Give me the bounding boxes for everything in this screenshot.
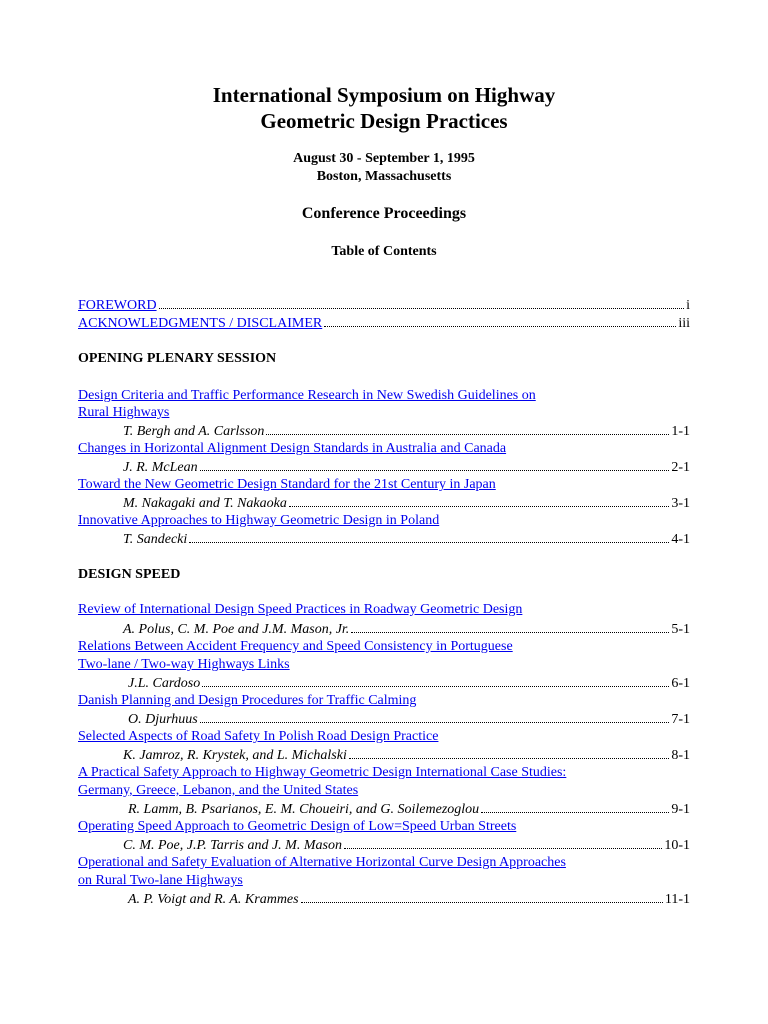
dot-leader xyxy=(301,890,663,903)
paper-title-link[interactable]: Operating Speed Approach to Geometric Design of Low=Speed Urban Streets xyxy=(78,819,517,834)
toc-entry-authors xyxy=(78,620,690,638)
dot-leader xyxy=(351,620,669,633)
page-number: 3-1 xyxy=(671,496,690,511)
paper-title-link[interactable]: Two-lane / Two-way Highways Links xyxy=(78,657,290,672)
dot-leader xyxy=(200,710,670,723)
page-number: 11-1 xyxy=(664,892,690,907)
dot-leader xyxy=(202,674,669,687)
page-number: i xyxy=(686,298,690,313)
paper-title-link[interactable]: Design Criteria and Traffic Performance Research in New Swedish Guidelines on xyxy=(78,388,536,403)
paper-title-link[interactable]: Innovative Approaches to Highway Geometric Design in Poland xyxy=(78,513,440,528)
acknowledgments-link[interactable]: ACKNOWLEDGMENTS / DISCLAIMER xyxy=(78,316,323,331)
paper-title-link[interactable]: A Practical Safety Approach to Highway Geometric Design International Case Studies: xyxy=(78,765,567,780)
toc-entry-acknowledgments xyxy=(78,314,690,332)
dot-leader xyxy=(189,530,669,543)
paper-authors: K. Jamroz, R. Krystek, and L. Michalski xyxy=(123,748,347,763)
toc-heading: Table of Contents xyxy=(331,244,437,259)
page-number: 10-1 xyxy=(664,838,690,853)
page-number: 8-1 xyxy=(671,748,690,763)
toc-entry-authors xyxy=(78,890,690,908)
paper-title-link[interactable]: Selected Aspects of Road Safety In Polish Road Design Practice xyxy=(78,729,439,744)
page-number: 5-1 xyxy=(671,622,690,637)
page-number: 6-1 xyxy=(671,676,690,691)
paper-title-link[interactable]: Relations Between Accident Frequency and Speed Consistency in Portuguese xyxy=(78,639,513,654)
toc-entry-authors xyxy=(78,710,690,728)
dot-leader xyxy=(289,494,669,507)
paper-authors: O. Djurhuus xyxy=(128,712,198,727)
paper-authors: M. Nakagaki and T. Nakaoka xyxy=(123,496,287,511)
page-number: 4-1 xyxy=(671,532,690,547)
toc-entry-authors xyxy=(78,836,690,854)
section-heading: OPENING PLENARY SESSION xyxy=(78,351,277,366)
dot-leader xyxy=(324,314,676,327)
page-number: 9-1 xyxy=(671,802,690,817)
paper-authors: T. Bergh and A. Carlsson xyxy=(123,424,265,439)
toc-entry-authors xyxy=(78,530,690,548)
paper-title-link[interactable]: Germany, Greece, Lebanon, and the United States xyxy=(78,783,359,798)
page-number: 1-1 xyxy=(671,424,690,439)
toc-entry-authors xyxy=(78,494,690,512)
foreword-link[interactable]: FOREWORD xyxy=(78,298,157,313)
doc-title-line1: International Symposium on Highway xyxy=(212,83,556,107)
paper-title-link[interactable]: Changes in Horizontal Alignment Design Standards in Australia and Canada xyxy=(78,441,507,456)
toc-entry-authors xyxy=(78,422,690,440)
proceedings-heading: Conference Proceedings xyxy=(301,205,467,222)
section-heading: DESIGN SPEED xyxy=(78,567,181,582)
paper-authors: T. Sandecki xyxy=(123,532,188,547)
dot-leader xyxy=(481,800,669,813)
toc-entry-authors xyxy=(78,746,690,764)
dot-leader xyxy=(266,422,669,435)
paper-authors: A. Polus, C. M. Poe and J.M. Mason, Jr. xyxy=(123,622,350,637)
paper-title-link[interactable]: on Rural Two-lane Highways xyxy=(78,873,243,888)
paper-authors: R. Lamm, B. Psarianos, E. M. Choueiri, and G. Soilemezoglou xyxy=(128,802,480,817)
paper-authors: A. P. Voigt and R. A. Krammes xyxy=(128,892,299,907)
paper-title-link[interactable]: Review of International Design Speed Practices in Roadway Geometric Design xyxy=(78,602,523,617)
dot-leader xyxy=(344,836,662,849)
page-number: iii xyxy=(678,316,690,331)
paper-title-link[interactable]: Operational and Safety Evaluation of Alternative Horizontal Curve Design Approaches xyxy=(78,855,566,870)
toc-entry-foreword xyxy=(78,296,690,314)
conference-date: August 30 - September 1, 1995 xyxy=(293,151,475,166)
toc-entry-authors xyxy=(78,458,690,476)
paper-authors: C. M. Poe, J.P. Tarris and J. M. Mason xyxy=(123,838,342,853)
toc-entry-authors xyxy=(78,674,690,692)
toc-entry-authors xyxy=(78,800,690,818)
conference-location: Boston, Massachusetts xyxy=(316,169,452,184)
dot-leader xyxy=(200,458,670,471)
page-number: 7-1 xyxy=(671,712,690,727)
paper-authors: J. R. McLean xyxy=(123,460,198,475)
dot-leader xyxy=(349,746,669,759)
doc-title-line2: Geometric Design Practices xyxy=(260,109,508,133)
paper-title-link[interactable]: Danish Planning and Design Procedures for Traffic Calming xyxy=(78,693,417,708)
paper-title-link[interactable]: Toward the New Geometric Design Standard for the 21st Century in Japan xyxy=(78,477,496,492)
paper-authors: J.L. Cardoso xyxy=(128,676,201,691)
paper-title-link[interactable]: Rural Highways xyxy=(78,405,170,420)
page-number: 2-1 xyxy=(671,460,690,475)
dot-leader xyxy=(159,296,685,309)
